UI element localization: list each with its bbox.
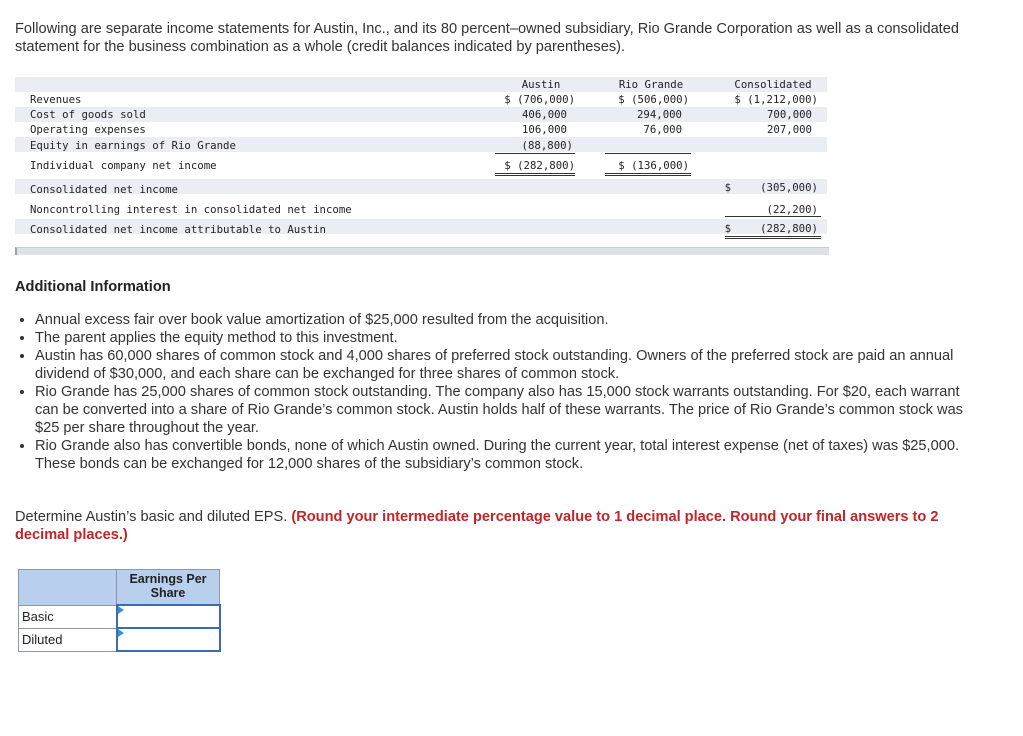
cell-consolidated: (282,800)	[760, 222, 818, 235]
cell-austin: (88,800)	[521, 139, 573, 152]
list-item: • Rio Grande also has convertible bonds, none of which Austin owned. During the current year, total interest expense (net of taxes) was $25,000. These bonds can be exchanged for 12,000 shares of the subsidiary’s common stock.	[35, 437, 965, 473]
underline	[495, 153, 575, 154]
diluted-eps-cell[interactable]	[117, 628, 220, 651]
basic-eps-input[interactable]	[118, 607, 219, 626]
cell-austin: $ (282,800)	[504, 159, 575, 172]
diluted-eps-input[interactable]	[118, 630, 219, 649]
cell-consolidated: (305,000)	[760, 181, 818, 194]
list-item: • The parent applies the equity method to this investment.	[35, 329, 965, 347]
cell-rio-grande: $ (136,000)	[618, 159, 689, 172]
list-item: • Rio Grande has 25,000 shares of common stock outstanding. The company also has 15,000 stock warrants outstanding. For $20, each warrant can be converted into a share of Rio Grande’s common stock. Austin holds half of these warrants. The price of Rio Grande’s common stock was $25 per share throughout the year.	[35, 383, 965, 437]
cell-rio-grande: 76,000	[643, 123, 682, 136]
header-austin: Austin	[521, 78, 561, 91]
row-label: Equity in earnings of Rio Grande	[30, 139, 236, 152]
basic-eps-cell[interactable]	[117, 605, 220, 628]
underline	[725, 216, 821, 217]
double-underline	[495, 173, 575, 176]
question-text: Determine Austin’s basic and diluted EPS.	[15, 509, 292, 525]
cell-rio-grande: $ (506,000)	[618, 93, 689, 106]
row-label: Revenues	[30, 93, 82, 106]
input-marker-icon	[118, 606, 124, 614]
cell-consolidated: 207,000	[766, 123, 812, 136]
additional-info-list	[15, 311, 965, 473]
additional-info-title: Additional Information	[15, 279, 171, 295]
input-marker-icon	[118, 629, 124, 637]
dollar-sign: $	[724, 181, 731, 194]
cell-austin: 406,000	[521, 108, 567, 121]
eps-answer-table	[18, 569, 221, 652]
list-item: • Annual excess fair over book value amortization of $25,000 resulted from the acquisition.	[35, 311, 965, 329]
row-band	[15, 92, 827, 107]
eps-column-header: Earnings Per Share	[117, 570, 220, 606]
income-statement-table	[15, 77, 827, 255]
underline	[605, 153, 691, 154]
eps-header-blank	[19, 570, 117, 606]
eps-row-label-basic: Basic	[19, 605, 117, 628]
row-label: Operating expenses	[30, 123, 146, 136]
cell-consolidated: $ (1,212,000)	[734, 93, 818, 106]
cell-austin: $ (706,000)	[504, 93, 575, 106]
cell-consolidated: (22,200)	[766, 203, 818, 216]
intro-text: Following are separate income statements for Austin, Inc., and its 80 percent–owned subsidiary, Rio Grande Corporation as well as a consolidated statement for the business combination as a whole (credit balances indicated by parentheses).	[15, 21, 959, 55]
double-underline	[725, 236, 821, 239]
row-label: Individual company net income	[30, 159, 217, 172]
question-prompt	[15, 508, 965, 544]
list-item: • Austin has 60,000 shares of common stock and 4,000 shares of preferred stock outstanding. Owners of the preferred stock are paid an annual dividend of $30,000, and each share can be exchanged for three shares of common stock.	[35, 347, 965, 383]
cell-consolidated: 700,000	[766, 108, 812, 121]
row-label: Consolidated net income attributable to Austin	[30, 223, 326, 236]
row-label: Noncontrolling interest in consolidated net income	[30, 203, 352, 216]
cell-austin: 106,000	[521, 123, 567, 136]
dollar-sign: $	[724, 222, 731, 235]
double-underline	[605, 173, 691, 176]
header-rio-grande: Rio Grande	[618, 78, 684, 91]
header-consolidated: Consolidated	[734, 78, 812, 91]
table-bottom-rule	[15, 247, 829, 255]
rounding-instruction: (Round your intermediate percentage value to 1 decimal place. Round your final answers to 2 decimal places.)	[15, 509, 939, 543]
cell-rio-grande: 294,000	[636, 108, 682, 121]
row-band	[15, 77, 827, 92]
row-label: Consolidated net income	[30, 183, 178, 196]
eps-row-label-diluted: Diluted	[19, 628, 117, 651]
row-label: Cost of goods sold	[30, 108, 146, 121]
